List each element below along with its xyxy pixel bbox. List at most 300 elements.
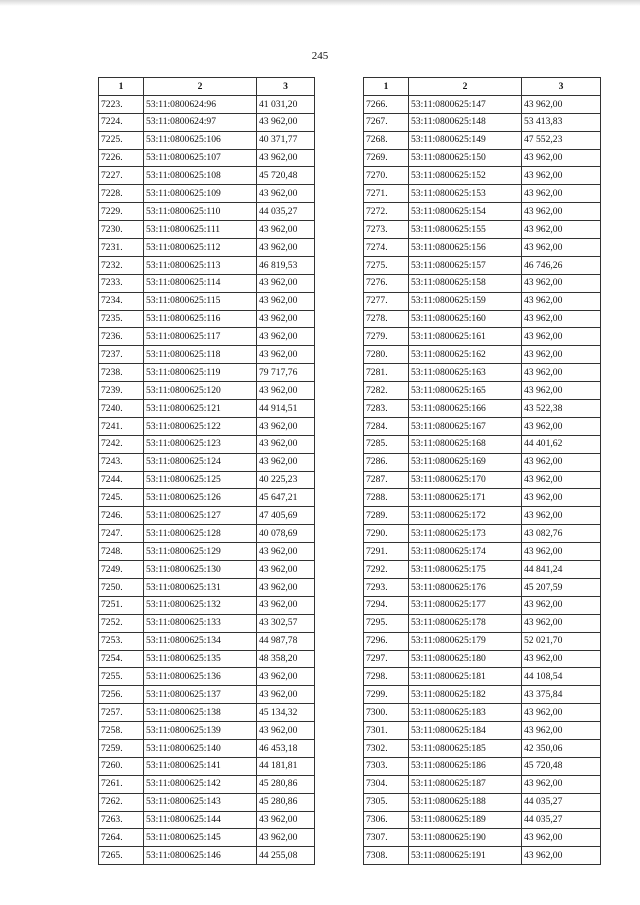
header-col-1: 1 [364, 78, 409, 96]
table-row [99, 668, 315, 686]
row-number: 7266. [364, 95, 409, 113]
table-row [364, 686, 601, 704]
value: 43 962,00 [522, 221, 601, 239]
table-row [99, 95, 315, 113]
table-row [364, 614, 601, 632]
value: 43 962,00 [522, 543, 601, 561]
cadastral-number: 53:11:0800625:136 [144, 668, 257, 686]
value: 43 962,00 [522, 507, 601, 525]
table-row [99, 203, 315, 221]
cadastral-number: 53:11:0800625:120 [144, 382, 257, 400]
header-col-2: 2 [144, 78, 257, 96]
row-number: 7240. [99, 400, 144, 418]
cadastral-number: 53:11:0800625:145 [144, 829, 257, 847]
table-row [99, 543, 315, 561]
table-row [364, 739, 601, 757]
value: 43 522,38 [522, 400, 601, 418]
row-number: 7255. [99, 668, 144, 686]
value: 43 962,00 [522, 203, 601, 221]
table-row [99, 256, 315, 274]
table-row [364, 239, 601, 257]
value: 43 962,00 [257, 185, 315, 203]
value: 43 962,00 [257, 668, 315, 686]
row-number: 7244. [99, 471, 144, 489]
row-number: 7237. [99, 346, 144, 364]
value: 43 962,00 [522, 364, 601, 382]
table-row [99, 739, 315, 757]
value: 46 819,53 [257, 256, 315, 274]
value: 43 962,00 [257, 435, 315, 453]
value: 43 962,00 [257, 829, 315, 847]
value: 43 962,00 [522, 292, 601, 310]
value: 43 962,00 [257, 221, 315, 239]
value: 45 647,21 [257, 489, 315, 507]
cadastral-number: 53:11:0800625:154 [409, 203, 522, 221]
cadastral-number: 53:11:0800625:189 [409, 811, 522, 829]
row-number: 7298. [364, 668, 409, 686]
cadastral-number: 53:11:0800625:121 [144, 400, 257, 418]
value: 45 280,86 [257, 793, 315, 811]
row-number: 7235. [99, 310, 144, 328]
value: 40 225,23 [257, 471, 315, 489]
table-row [99, 453, 315, 471]
row-number: 7304. [364, 775, 409, 793]
row-number: 7260. [99, 757, 144, 775]
table-row [364, 847, 601, 865]
row-number: 7251. [99, 596, 144, 614]
table-row [99, 435, 315, 453]
value: 43 962,00 [522, 185, 601, 203]
cadastral-number: 53:11:0800625:131 [144, 578, 257, 596]
table-row [364, 274, 601, 292]
cadastral-number: 53:11:0800625:129 [144, 543, 257, 561]
value: 43 962,00 [522, 95, 601, 113]
table-row [99, 614, 315, 632]
table-row [99, 704, 315, 722]
value: 43 962,00 [257, 149, 315, 167]
row-number: 7242. [99, 435, 144, 453]
table-row [99, 757, 315, 775]
value: 79 717,76 [257, 364, 315, 382]
table-row [364, 95, 601, 113]
cadastral-number: 53:11:0800625:133 [144, 614, 257, 632]
value: 43 962,00 [522, 722, 601, 740]
value: 45 720,48 [257, 167, 315, 185]
value: 43 962,00 [257, 310, 315, 328]
table-row [364, 292, 601, 310]
value: 43 962,00 [257, 453, 315, 471]
row-number: 7300. [364, 704, 409, 722]
table-right [363, 77, 601, 865]
row-number: 7226. [99, 149, 144, 167]
value: 43 962,00 [522, 453, 601, 471]
cadastral-number: 53:11:0800625:148 [409, 113, 522, 131]
row-number: 7253. [99, 632, 144, 650]
row-number: 7236. [99, 328, 144, 346]
row-number: 7293. [364, 578, 409, 596]
value: 43 962,00 [522, 167, 601, 185]
value: 44 035,27 [522, 793, 601, 811]
row-number: 7303. [364, 757, 409, 775]
table-header-row [99, 78, 315, 96]
cadastral-number: 53:11:0800625:128 [144, 525, 257, 543]
row-number: 7239. [99, 382, 144, 400]
table-row [364, 722, 601, 740]
cadastral-number: 53:11:0800625:125 [144, 471, 257, 489]
value: 43 962,00 [257, 417, 315, 435]
cadastral-number: 53:11:0800625:119 [144, 364, 257, 382]
row-number: 7229. [99, 203, 144, 221]
row-number: 7297. [364, 650, 409, 668]
cadastral-number: 53:11:0800625:179 [409, 632, 522, 650]
cadastral-number: 53:11:0800625:158 [409, 274, 522, 292]
row-number: 7246. [99, 507, 144, 525]
table-row [99, 346, 315, 364]
table-row [364, 113, 601, 131]
cadastral-number: 53:11:0800625:169 [409, 453, 522, 471]
table-row [364, 507, 601, 525]
cadastral-number: 53:11:0800625:109 [144, 185, 257, 203]
table-row [99, 775, 315, 793]
table-row [99, 417, 315, 435]
row-number: 7287. [364, 471, 409, 489]
value: 45 280,86 [257, 775, 315, 793]
value: 53 413,83 [522, 113, 601, 131]
row-number: 7286. [364, 453, 409, 471]
cadastral-number: 53:11:0800625:144 [144, 811, 257, 829]
cadastral-number: 53:11:0800625:180 [409, 650, 522, 668]
table-row [364, 400, 601, 418]
value: 43 962,00 [522, 417, 601, 435]
row-number: 7290. [364, 525, 409, 543]
row-number: 7276. [364, 274, 409, 292]
table-row [99, 292, 315, 310]
cadastral-number: 53:11:0800625:168 [409, 435, 522, 453]
cadastral-number: 53:11:0800625:155 [409, 221, 522, 239]
table-row [364, 543, 601, 561]
table-row [99, 489, 315, 507]
cadastral-number: 53:11:0800625:186 [409, 757, 522, 775]
cadastral-number: 53:11:0800625:184 [409, 722, 522, 740]
value: 43 962,00 [522, 596, 601, 614]
value: 44 841,24 [522, 561, 601, 579]
row-number: 7248. [99, 543, 144, 561]
row-number: 7252. [99, 614, 144, 632]
row-number: 7306. [364, 811, 409, 829]
value: 43 962,00 [257, 274, 315, 292]
value: 47 552,23 [522, 131, 601, 149]
row-number: 7224. [99, 113, 144, 131]
table-left [98, 77, 315, 865]
value: 43 962,00 [522, 489, 601, 507]
cadastral-number: 53:11:0800625:117 [144, 328, 257, 346]
row-number: 7262. [99, 793, 144, 811]
value: 43 962,00 [257, 596, 315, 614]
value: 44 035,27 [257, 203, 315, 221]
value: 45 134,32 [257, 704, 315, 722]
table-row [364, 167, 601, 185]
table-row [364, 793, 601, 811]
scan-edge [0, 0, 640, 6]
cadastral-number: 53:11:0800625:176 [409, 578, 522, 596]
cadastral-number: 53:11:0800625:132 [144, 596, 257, 614]
table-row [99, 507, 315, 525]
value: 44 108,54 [522, 668, 601, 686]
row-number: 7249. [99, 561, 144, 579]
table-row [99, 328, 315, 346]
table-row [99, 847, 315, 865]
table-row [364, 757, 601, 775]
value: 43 962,00 [257, 239, 315, 257]
table-row [99, 829, 315, 847]
row-number: 7227. [99, 167, 144, 185]
value: 46 453,18 [257, 739, 315, 757]
cadastral-number: 53:11:0800625:159 [409, 292, 522, 310]
row-number: 7288. [364, 489, 409, 507]
value: 43 962,00 [522, 310, 601, 328]
value: 40 078,69 [257, 525, 315, 543]
value: 44 401,62 [522, 435, 601, 453]
cadastral-number: 53:11:0800625:130 [144, 561, 257, 579]
table-row [99, 221, 315, 239]
row-number: 7228. [99, 185, 144, 203]
table-row [99, 364, 315, 382]
row-number: 7294. [364, 596, 409, 614]
value: 46 746,26 [522, 256, 601, 274]
row-number: 7231. [99, 239, 144, 257]
row-number: 7299. [364, 686, 409, 704]
table-row [364, 256, 601, 274]
row-number: 7268. [364, 131, 409, 149]
table-row [99, 310, 315, 328]
cadastral-number: 53:11:0800625:124 [144, 453, 257, 471]
cadastral-number: 53:11:0800625:174 [409, 543, 522, 561]
cadastral-number: 53:11:0800625:153 [409, 185, 522, 203]
table-row [99, 578, 315, 596]
cadastral-number: 53:11:0800625:107 [144, 149, 257, 167]
value: 43 962,00 [257, 346, 315, 364]
row-number: 7273. [364, 221, 409, 239]
table-row [364, 149, 601, 167]
row-number: 7245. [99, 489, 144, 507]
table-row [364, 185, 601, 203]
table-row [99, 596, 315, 614]
value: 52 021,70 [522, 632, 601, 650]
cadastral-number: 53:11:0800625:190 [409, 829, 522, 847]
row-number: 7256. [99, 686, 144, 704]
row-number: 7275. [364, 256, 409, 274]
value: 43 962,00 [257, 578, 315, 596]
cadastral-number: 53:11:0800625:123 [144, 435, 257, 453]
cadastral-number: 53:11:0800625:183 [409, 704, 522, 722]
cadastral-number: 53:11:0800625:177 [409, 596, 522, 614]
cadastral-number: 53:11:0800625:112 [144, 239, 257, 257]
row-number: 7301. [364, 722, 409, 740]
value: 43 962,00 [522, 239, 601, 257]
row-number: 7225. [99, 131, 144, 149]
value: 43 962,00 [522, 274, 601, 292]
row-number: 7238. [99, 364, 144, 382]
value: 43 962,00 [522, 650, 601, 668]
cadastral-number: 53:11:0800625:134 [144, 632, 257, 650]
row-number: 7259. [99, 739, 144, 757]
value: 43 962,00 [522, 328, 601, 346]
cadastral-number: 53:11:0800625:106 [144, 131, 257, 149]
row-number: 7283. [364, 400, 409, 418]
row-number: 7223. [99, 95, 144, 113]
row-number: 7263. [99, 811, 144, 829]
row-number: 7302. [364, 739, 409, 757]
cadastral-number: 53:11:0800625:166 [409, 400, 522, 418]
cadastral-number: 53:11:0800625:115 [144, 292, 257, 310]
table-row [364, 310, 601, 328]
row-number: 7230. [99, 221, 144, 239]
cadastral-number: 53:11:0800624:97 [144, 113, 257, 131]
row-number: 7264. [99, 829, 144, 847]
table-row [99, 722, 315, 740]
row-number: 7280. [364, 346, 409, 364]
table-row [99, 632, 315, 650]
cadastral-number: 53:11:0800625:143 [144, 793, 257, 811]
value: 43 962,00 [257, 292, 315, 310]
cadastral-number: 53:11:0800625:147 [409, 95, 522, 113]
cadastral-number: 53:11:0800625:113 [144, 256, 257, 274]
table-row [99, 131, 315, 149]
value: 44 035,27 [522, 811, 601, 829]
cadastral-number: 53:11:0800625:146 [144, 847, 257, 865]
cadastral-number: 53:11:0800625:127 [144, 507, 257, 525]
cadastral-number: 53:11:0800625:162 [409, 346, 522, 364]
value: 43 962,00 [257, 328, 315, 346]
cadastral-number: 53:11:0800625:126 [144, 489, 257, 507]
header-col-3: 3 [257, 78, 315, 96]
table-row [364, 596, 601, 614]
table-row [99, 167, 315, 185]
table-row [364, 131, 601, 149]
row-number: 7232. [99, 256, 144, 274]
value: 43 962,00 [257, 543, 315, 561]
value: 43 962,00 [257, 722, 315, 740]
table-row [364, 704, 601, 722]
table-row [99, 471, 315, 489]
cadastral-number: 53:11:0800625:156 [409, 239, 522, 257]
table-row [364, 489, 601, 507]
row-number: 7308. [364, 847, 409, 865]
cadastral-number: 53:11:0800625:137 [144, 686, 257, 704]
value: 43 962,00 [257, 811, 315, 829]
table-row [99, 525, 315, 543]
value: 45 720,48 [522, 757, 601, 775]
value: 43 962,00 [522, 382, 601, 400]
value: 44 914,51 [257, 400, 315, 418]
table-row [99, 650, 315, 668]
table-row [99, 686, 315, 704]
table-row [364, 775, 601, 793]
table-row [99, 274, 315, 292]
value: 43 962,00 [522, 829, 601, 847]
value: 45 207,59 [522, 578, 601, 596]
cadastral-number: 53:11:0800625:163 [409, 364, 522, 382]
value: 43 082,76 [522, 525, 601, 543]
table-row [364, 668, 601, 686]
table-row [364, 453, 601, 471]
row-number: 7261. [99, 775, 144, 793]
header-col-1: 1 [99, 78, 144, 96]
value: 44 255,08 [257, 847, 315, 865]
row-number: 7254. [99, 650, 144, 668]
row-number: 7257. [99, 704, 144, 722]
cadastral-number: 53:11:0800625:114 [144, 274, 257, 292]
table-row [364, 525, 601, 543]
table-row [99, 149, 315, 167]
cadastral-number: 53:11:0800625:172 [409, 507, 522, 525]
value: 43 962,00 [257, 113, 315, 131]
value: 43 962,00 [522, 471, 601, 489]
table-row [364, 417, 601, 435]
table-row [364, 203, 601, 221]
cadastral-number: 53:11:0800625:188 [409, 793, 522, 811]
value: 43 962,00 [257, 561, 315, 579]
value: 43 962,00 [522, 149, 601, 167]
table-row [364, 471, 601, 489]
value: 48 358,20 [257, 650, 315, 668]
table-row [364, 328, 601, 346]
cadastral-number: 53:11:0800625:191 [409, 847, 522, 865]
table-row [364, 364, 601, 382]
cadastral-number: 53:11:0800625:182 [409, 686, 522, 704]
cadastral-number: 53:11:0800625:141 [144, 757, 257, 775]
row-number: 7233. [99, 274, 144, 292]
cadastral-number: 53:11:0800625:139 [144, 722, 257, 740]
table-row [364, 650, 601, 668]
table-row [99, 382, 315, 400]
table-row [99, 400, 315, 418]
value: 42 350,06 [522, 739, 601, 757]
row-number: 7281. [364, 364, 409, 382]
cadastral-number: 53:11:0800625:116 [144, 310, 257, 328]
row-number: 7243. [99, 453, 144, 471]
cadastral-number: 53:11:0800625:111 [144, 221, 257, 239]
cadastral-number: 53:11:0800625:175 [409, 561, 522, 579]
row-number: 7269. [364, 149, 409, 167]
cadastral-number: 53:11:0800625:181 [409, 668, 522, 686]
cadastral-number: 53:11:0800625:142 [144, 775, 257, 793]
table-row [364, 561, 601, 579]
table-row [364, 221, 601, 239]
row-number: 7305. [364, 793, 409, 811]
row-number: 7279. [364, 328, 409, 346]
cadastral-number: 53:11:0800625:160 [409, 310, 522, 328]
table-row [364, 435, 601, 453]
cadastral-number: 53:11:0800625:170 [409, 471, 522, 489]
value: 43 962,00 [522, 775, 601, 793]
table-row [364, 829, 601, 847]
row-number: 7247. [99, 525, 144, 543]
value: 43 962,00 [522, 614, 601, 632]
row-number: 7270. [364, 167, 409, 185]
row-number: 7265. [99, 847, 144, 865]
value: 44 987,78 [257, 632, 315, 650]
value: 43 962,00 [257, 686, 315, 704]
value: 47 405,69 [257, 507, 315, 525]
value: 40 371,77 [257, 131, 315, 149]
table-row [99, 239, 315, 257]
cadastral-number: 53:11:0800625:173 [409, 525, 522, 543]
table-row [99, 561, 315, 579]
value: 44 181,81 [257, 757, 315, 775]
row-number: 7258. [99, 722, 144, 740]
cadastral-number: 53:11:0800625:140 [144, 739, 257, 757]
